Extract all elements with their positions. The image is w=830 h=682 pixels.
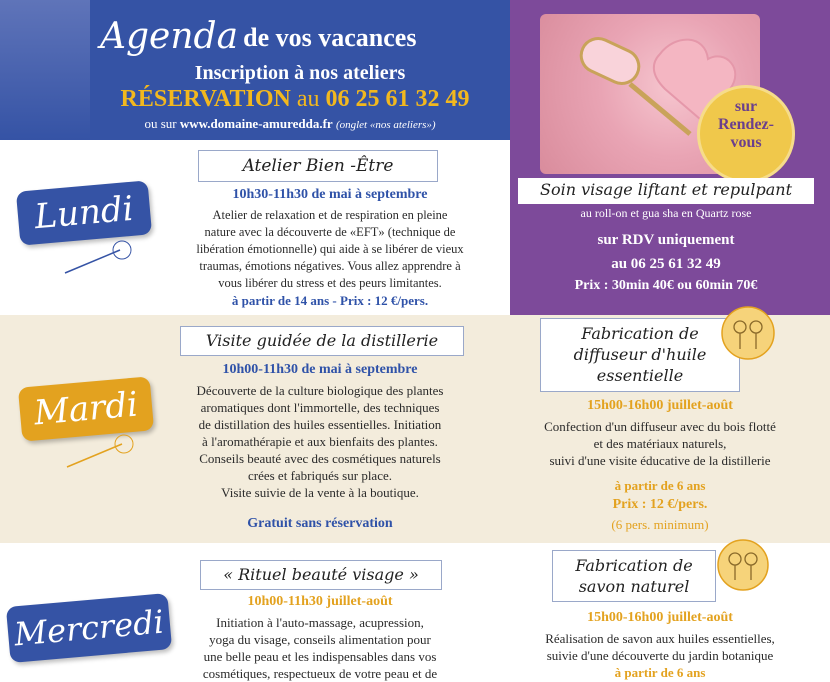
day-mardi-text: Mardi xyxy=(32,384,140,434)
atelier-title-box xyxy=(198,150,438,182)
soin-title: Soin visage liftant et repulpant xyxy=(539,180,793,199)
atelier-title: Atelier Bien -Être xyxy=(242,156,394,176)
agenda-word: Agenda xyxy=(100,16,239,57)
visite-title: Visite guidée de la distillerie xyxy=(205,331,439,350)
atelier-line: libération émotionnelle) qui aide à se libérer de vieux xyxy=(196,242,464,256)
diffuseur-time: 15h00-16h00 juillet-août xyxy=(587,398,733,413)
visite-line: aromatiques dont l'immortelle, des techniques xyxy=(200,400,440,415)
savon-age: à partir de 6 ans xyxy=(614,665,706,680)
rdv-badge-line-3: vous xyxy=(730,134,762,151)
diffuseur-line: suivi d'une visite éducative de la distillerie xyxy=(549,453,771,468)
visite-line: Découverte de la culture biologique des plantes xyxy=(196,383,444,398)
rituel-title-box xyxy=(200,560,442,590)
reservation-au: au xyxy=(296,86,320,112)
atelier-description xyxy=(150,207,510,292)
savon-description xyxy=(490,630,830,681)
website-note: (onglet «nos ateliers») xyxy=(335,119,436,131)
rituel-title: « Rituel beauté visage » xyxy=(223,565,419,584)
rituel-line: cosmétiques, respectueux de votre peau et de xyxy=(202,666,438,681)
header-inscription: Inscription à nos ateliers xyxy=(194,62,406,84)
rituel-line: Initiation à l'auto-massage, acupression, xyxy=(216,615,424,630)
kids-icon xyxy=(720,305,776,361)
website-prefix: ou sur xyxy=(144,116,177,131)
diffuseur-title-line: Fabrication de xyxy=(581,324,699,343)
diffuseur-description xyxy=(490,418,830,469)
visite-free: Gratuit sans réservation xyxy=(247,516,393,531)
rdv-badge xyxy=(700,88,792,180)
rituel-line: yoga du visage, conseils alimentation pour xyxy=(209,632,431,647)
atelier-time: 10h30-11h30 de mai à septembre xyxy=(232,187,428,202)
atelier-line: nature avec la découverte de «EFT» (technique de xyxy=(204,225,456,239)
visite-line: à l'aromathérapie et aux bienfaits des plantes. xyxy=(202,434,438,449)
visite-line: Conseils beauté avec des cosmétiques naturels xyxy=(199,451,441,466)
day-label-lundi xyxy=(16,180,152,245)
savon-line: suivie d'une découverte du jardin botanique xyxy=(546,648,774,663)
rituel-description xyxy=(160,614,480,682)
soin-phone: au 06 25 61 32 49 xyxy=(611,256,721,272)
rituel-time: 10h00-11h30 juillet-août xyxy=(247,594,393,609)
kids-icon xyxy=(716,538,770,592)
rdv-badge-line-2: Rendez- xyxy=(718,116,774,133)
savon-line: Réalisation de savon aux huiles essentielles, xyxy=(545,631,775,646)
diffuseur-age: à partir de 6 ans xyxy=(614,478,706,493)
diffuseur-title-box xyxy=(540,318,740,392)
dandelion-icon xyxy=(62,432,142,472)
savon-title-line: savon naturel xyxy=(578,577,690,596)
vacances-word: de vos vacances xyxy=(243,23,417,52)
atelier-line: Atelier de relaxation et de respiration en pleine xyxy=(212,208,448,222)
day-lundi-text: Lundi xyxy=(32,188,136,238)
visite-line: Visite suivie de la vente à la boutique. xyxy=(221,485,419,500)
header-title xyxy=(100,14,510,62)
diffuseur-line: Confection d'un diffuseur avec du bois flotté xyxy=(544,419,776,434)
soin-subtitle: au roll-on et gua sha en Quartz rose xyxy=(580,206,752,220)
soin-price: Prix : 30min 40€ ou 60min 70€ xyxy=(574,278,758,293)
atelier-line: traumas, émotions négatives. Vous allez apprendre à xyxy=(199,259,461,273)
savon-title-line: Fabrication de xyxy=(575,556,693,575)
day-mercredi-text: Mercredi xyxy=(12,602,166,654)
savon-time: 15h00-16h00 juillet-août xyxy=(587,610,733,625)
diffuseur-min: (6 pers. minimum) xyxy=(611,517,709,532)
soin-rdv: sur RDV uniquement xyxy=(597,232,735,248)
header-website xyxy=(70,116,510,132)
visite-description xyxy=(150,382,490,501)
atelier-price: à partir de 14 ans - Prix : 12 €/pers. xyxy=(231,293,429,308)
reservation-phone: 06 25 61 32 49 xyxy=(325,86,470,112)
rituel-line: une belle peau et les indispensables dans vos xyxy=(203,649,437,664)
visite-title-box xyxy=(180,326,464,356)
website-link[interactable]: www.domaine-amuredda.fr xyxy=(179,116,333,131)
rdv-badge-line-1: sur xyxy=(734,98,758,115)
diffuseur-title-line: diffuseur d'huile xyxy=(573,345,707,364)
diffuseur-price: Prix : 12 €/pers. xyxy=(612,497,708,512)
reservation-label: RÉSERVATION xyxy=(120,86,291,112)
diffuseur-line: et des matériaux naturels, xyxy=(593,436,727,451)
visite-time: 10h00-11h30 de mai à septembre xyxy=(222,362,418,377)
dandelion-icon xyxy=(60,238,140,278)
diffuseur-title-line: essentielle xyxy=(596,366,684,385)
header-reservation xyxy=(70,86,520,113)
savon-title-box xyxy=(552,550,716,602)
visite-line: crées et fabriqués sur place. xyxy=(247,468,392,483)
atelier-line: vous libérer du stress et des peurs limitantes. xyxy=(218,276,442,290)
visite-line: de distillation des huiles essentielles. Initiation xyxy=(198,417,442,432)
